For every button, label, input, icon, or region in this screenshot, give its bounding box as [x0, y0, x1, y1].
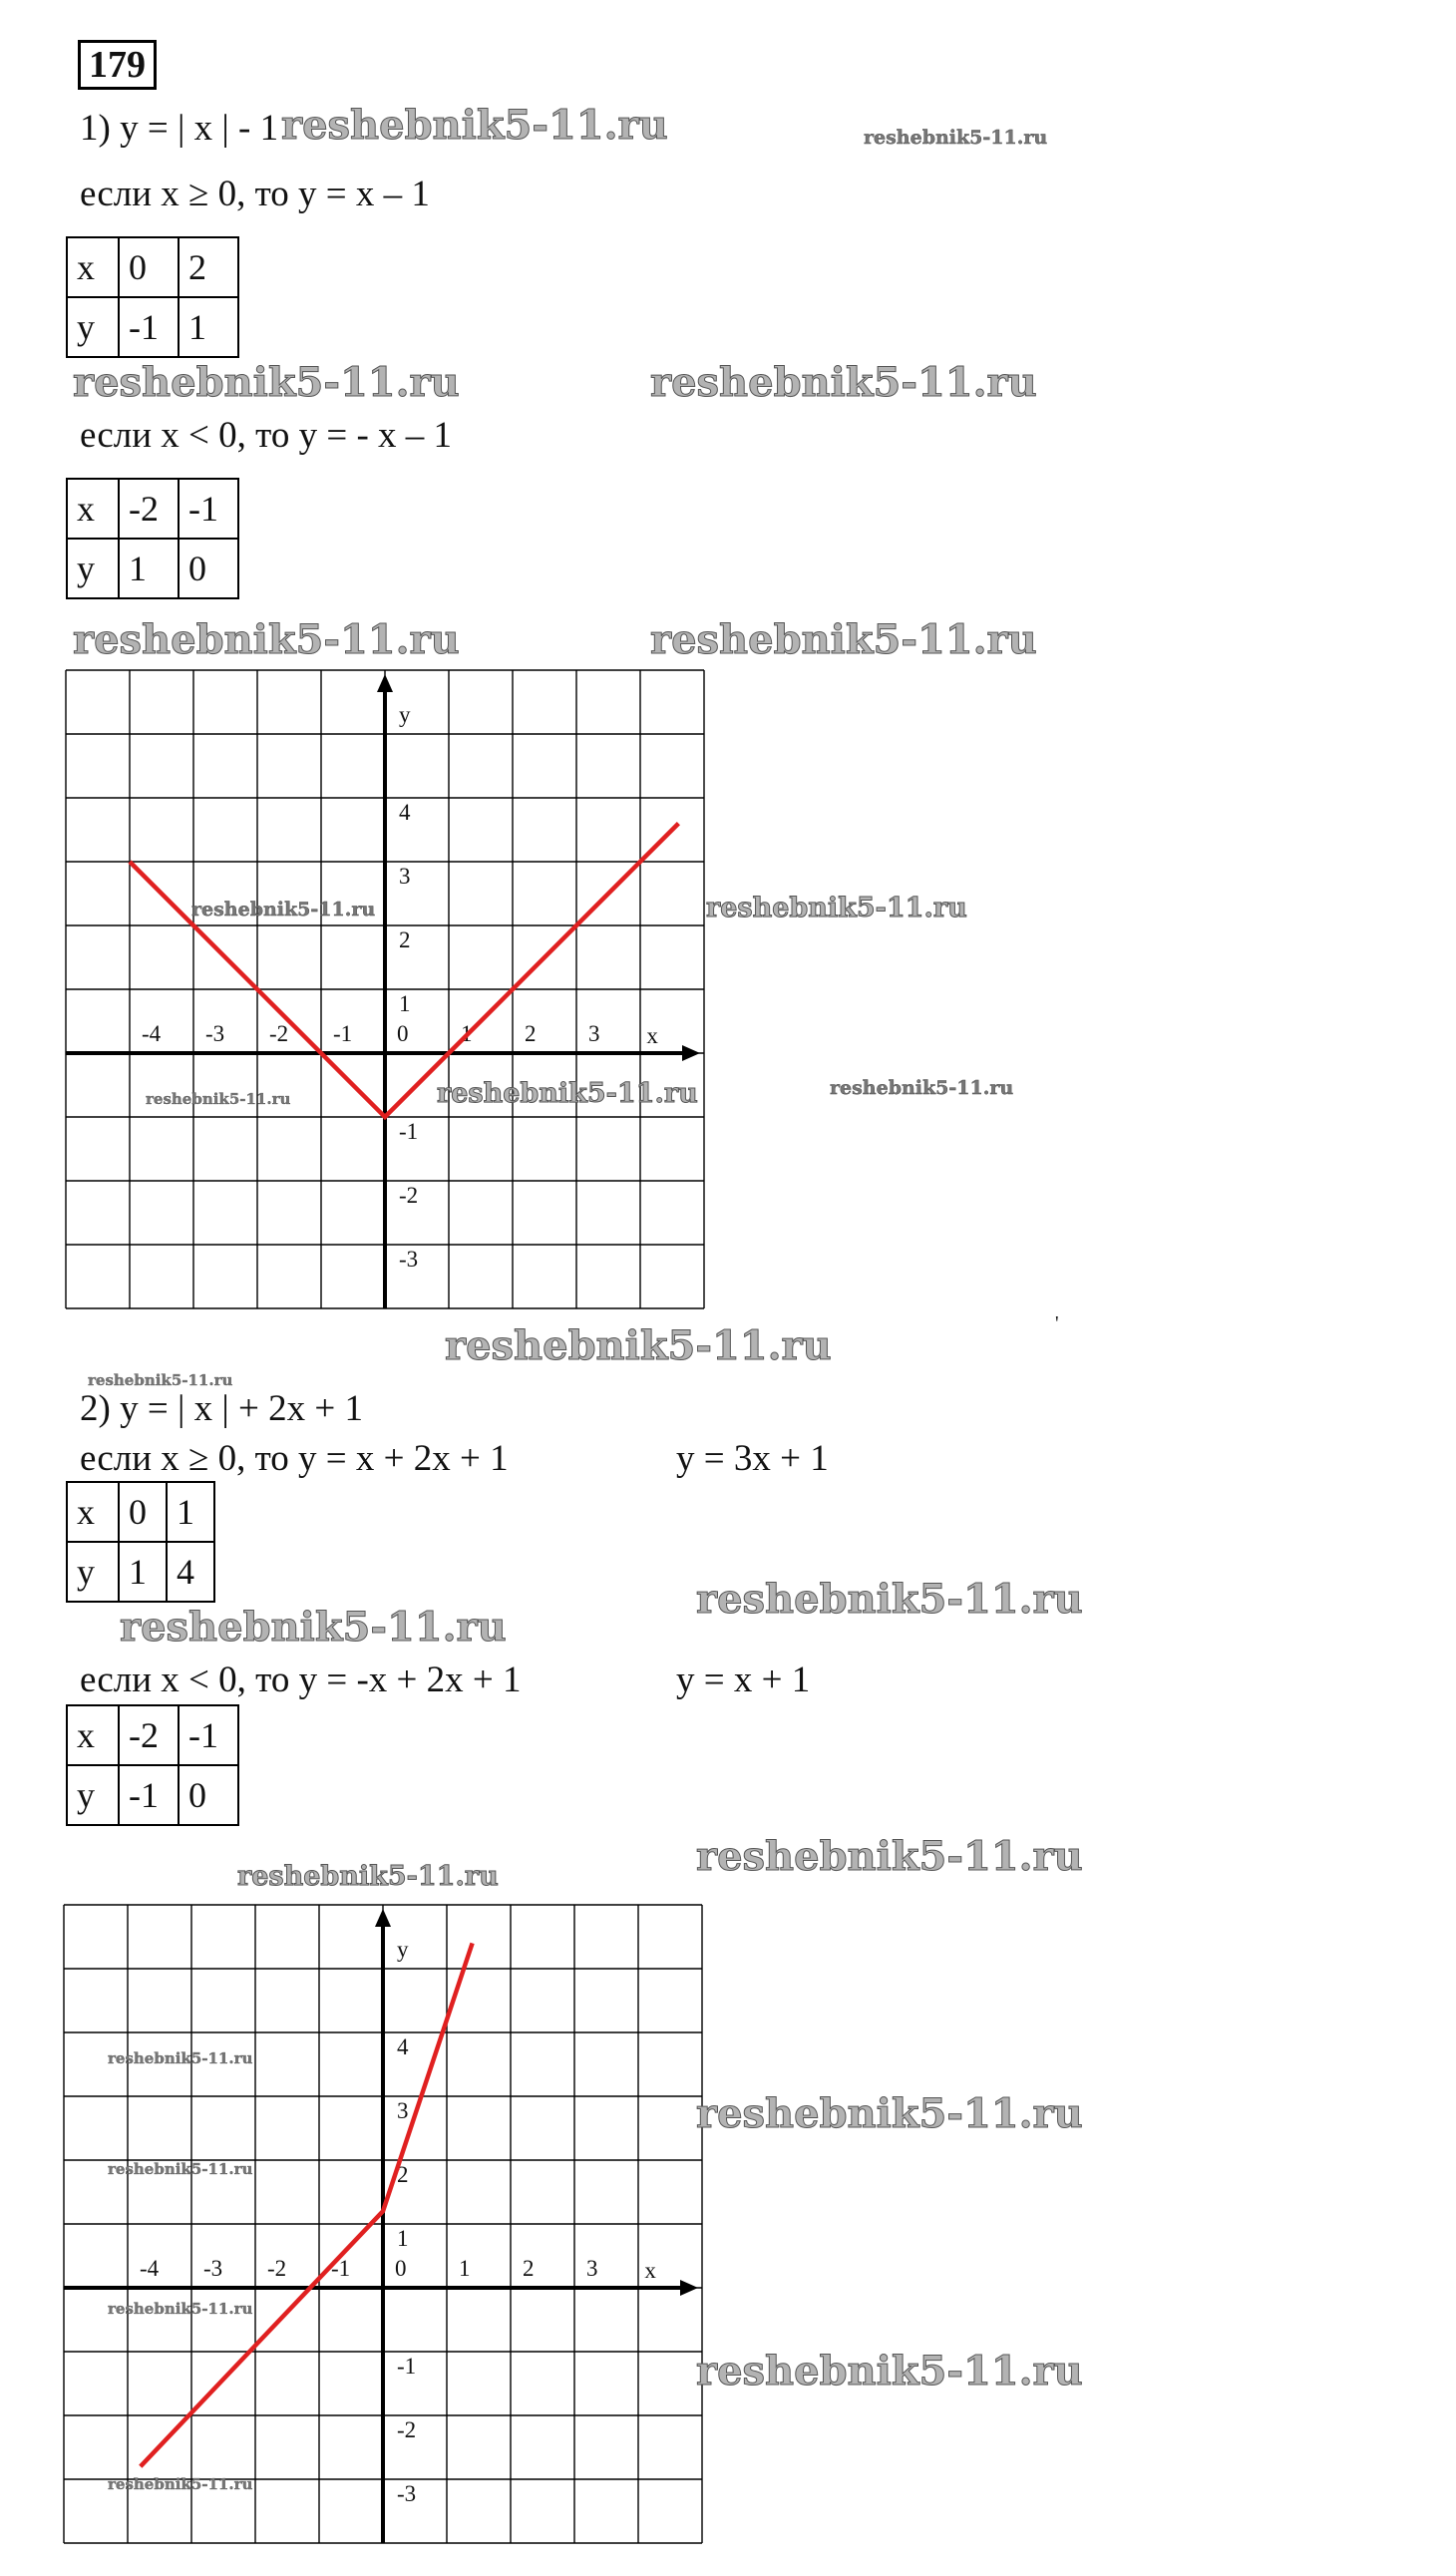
y-axis-arrow — [377, 674, 393, 692]
watermark: reshebnik5-11.ru — [108, 2160, 253, 2178]
graph-1 — [66, 670, 704, 1318]
table-cell: x — [67, 479, 119, 539]
part2-case-pos-result: y = 3x + 1 — [676, 1438, 829, 1479]
y-tick-label: 3 — [399, 864, 411, 889]
y-tick-label: -1 — [397, 2354, 417, 2379]
table-cell: 1 — [119, 539, 179, 598]
x-tick-label: 2 — [523, 2256, 535, 2281]
x-tick-label: -1 — [333, 1021, 353, 1046]
watermark: reshebnik5-11.ru — [108, 2049, 253, 2067]
watermark: reshebnik5-11.ru — [108, 2300, 253, 2318]
x-tick-label: -3 — [203, 2256, 223, 2281]
x-tick-label: -2 — [267, 2256, 287, 2281]
watermark: reshebnik5-11.ru — [696, 2348, 1083, 2394]
watermark: reshebnik5-11.ru — [120, 1604, 507, 1651]
watermark: reshebnik5-11.ru — [281, 102, 668, 149]
table-cell: -2 — [119, 1705, 179, 1765]
x-tick-label: 0 — [395, 2256, 407, 2281]
table-row — [67, 237, 238, 297]
part1-case-neg: если x < 0, то y = - x – 1 — [80, 415, 453, 456]
watermark: reshebnik5-11.ru — [650, 359, 1037, 406]
x-tick-label: -2 — [269, 1021, 289, 1046]
x-tick-label: -4 — [142, 1021, 162, 1046]
table-cell: 1 — [119, 1542, 167, 1602]
part1-table-pos — [66, 236, 239, 358]
y-tick-label: -2 — [399, 1183, 419, 1208]
watermark: reshebnik5-11.ru — [706, 893, 967, 923]
x-tick-label: 3 — [586, 2256, 598, 2281]
table-row — [67, 297, 238, 357]
graph-2 — [64, 1905, 702, 2553]
x-tick-label: 1 — [459, 2256, 471, 2281]
x-tick-label: -1 — [331, 2256, 351, 2281]
table-row — [67, 1705, 238, 1765]
table-cell: 0 — [119, 237, 179, 297]
y-tick-label: 4 — [397, 2034, 409, 2059]
watermark: reshebnik5-11.ru — [696, 2090, 1083, 2137]
x-axis-label: x — [644, 2258, 656, 2283]
x-tick-label: 0 — [397, 1021, 409, 1046]
table-cell: x — [67, 1482, 119, 1542]
part2-case-neg: если x < 0, то y = -x + 2x + 1 — [80, 1659, 522, 1700]
table-cell: y — [67, 539, 119, 598]
table-cell: -1 — [119, 297, 179, 357]
watermark: reshebnik5-11.ru — [73, 359, 460, 406]
x-tick-label: -3 — [205, 1021, 225, 1046]
table-row — [67, 539, 238, 598]
table-cell: -1 — [119, 1765, 179, 1825]
watermark: reshebnik5-11.ru — [437, 1078, 698, 1109]
x-tick-label: 3 — [588, 1021, 600, 1046]
table-row — [67, 1482, 214, 1542]
watermark: reshebnik5-11.ru — [696, 1833, 1083, 1880]
y-tick-label: -2 — [397, 2417, 417, 2442]
part2-heading: 2) y = | x | + 2x + 1 — [80, 1388, 363, 1429]
table-cell: -2 — [119, 479, 179, 539]
watermark: reshebnik5-11.ru — [830, 1077, 1014, 1099]
table-cell: 0 — [119, 1482, 167, 1542]
y-tick-label: 3 — [397, 2098, 409, 2123]
table-row — [67, 1765, 238, 1825]
y-tick-label: -3 — [397, 2481, 417, 2506]
table-row — [67, 1542, 214, 1602]
y-tick-label: 2 — [397, 2162, 409, 2187]
part2-case-neg-result: y = x + 1 — [676, 1659, 811, 1700]
table-cell: y — [67, 1765, 119, 1825]
y-axis-arrow — [375, 1909, 391, 1927]
x-tick-label: 1 — [461, 1021, 473, 1046]
part1-case-pos: если x ≥ 0, то y = x – 1 — [80, 174, 430, 214]
part1-heading: 1) y = | x | - 1 — [80, 108, 279, 149]
table-cell: 4 — [167, 1542, 214, 1602]
part2-table-neg — [66, 1704, 239, 1826]
watermark: reshebnik5-11.ru — [237, 1861, 499, 1892]
watermark: reshebnik5-11.ru — [650, 616, 1037, 663]
watermark: reshebnik5-11.ru — [88, 1371, 233, 1389]
table-cell: y — [67, 297, 119, 357]
watermark: reshebnik5-11.ru — [73, 616, 460, 663]
watermark: reshebnik5-11.ru — [696, 1576, 1083, 1623]
x-axis-label: x — [646, 1023, 658, 1048]
y-axis-label: y — [399, 702, 411, 727]
table-cell: x — [67, 237, 119, 297]
graph-line — [141, 1943, 473, 2466]
problem-number: 179 — [78, 40, 157, 90]
watermark: reshebnik5-11.ru — [864, 127, 1048, 149]
table-cell: -1 — [179, 479, 238, 539]
x-axis-arrow — [682, 1045, 700, 1061]
y-tick-label: -1 — [399, 1119, 419, 1144]
watermark: reshebnik5-11.ru — [108, 2475, 253, 2493]
part2-table-pos — [66, 1481, 215, 1603]
watermark: reshebnik5-11.ru — [191, 899, 376, 920]
table-row — [67, 479, 238, 539]
y-tick-label: 4 — [399, 800, 411, 825]
table-cell: 0 — [179, 1765, 238, 1825]
table-cell: 0 — [179, 539, 238, 598]
part2-case-pos: если x ≥ 0, то y = x + 2x + 1 — [80, 1438, 509, 1479]
table-cell: 2 — [179, 237, 238, 297]
x-tick-label: -4 — [140, 2256, 160, 2281]
y-tick-label: 1 — [397, 2226, 409, 2251]
watermark: reshebnik5-11.ru — [146, 1090, 291, 1108]
y-tick-label: 1 — [399, 991, 411, 1016]
x-axis-arrow — [680, 2280, 698, 2296]
table-cell: x — [67, 1705, 119, 1765]
table-cell: y — [67, 1542, 119, 1602]
stray-mark: ' — [1055, 1312, 1059, 1334]
table-cell: 1 — [179, 297, 238, 357]
y-tick-label: 2 — [399, 927, 411, 952]
y-tick-label: -3 — [399, 1247, 419, 1272]
part1-table-neg — [66, 478, 239, 599]
x-tick-label: 2 — [525, 1021, 537, 1046]
watermark: reshebnik5-11.ru — [445, 1322, 832, 1369]
y-axis-label: y — [397, 1937, 409, 1962]
table-cell: 1 — [167, 1482, 214, 1542]
table-cell: -1 — [179, 1705, 238, 1765]
